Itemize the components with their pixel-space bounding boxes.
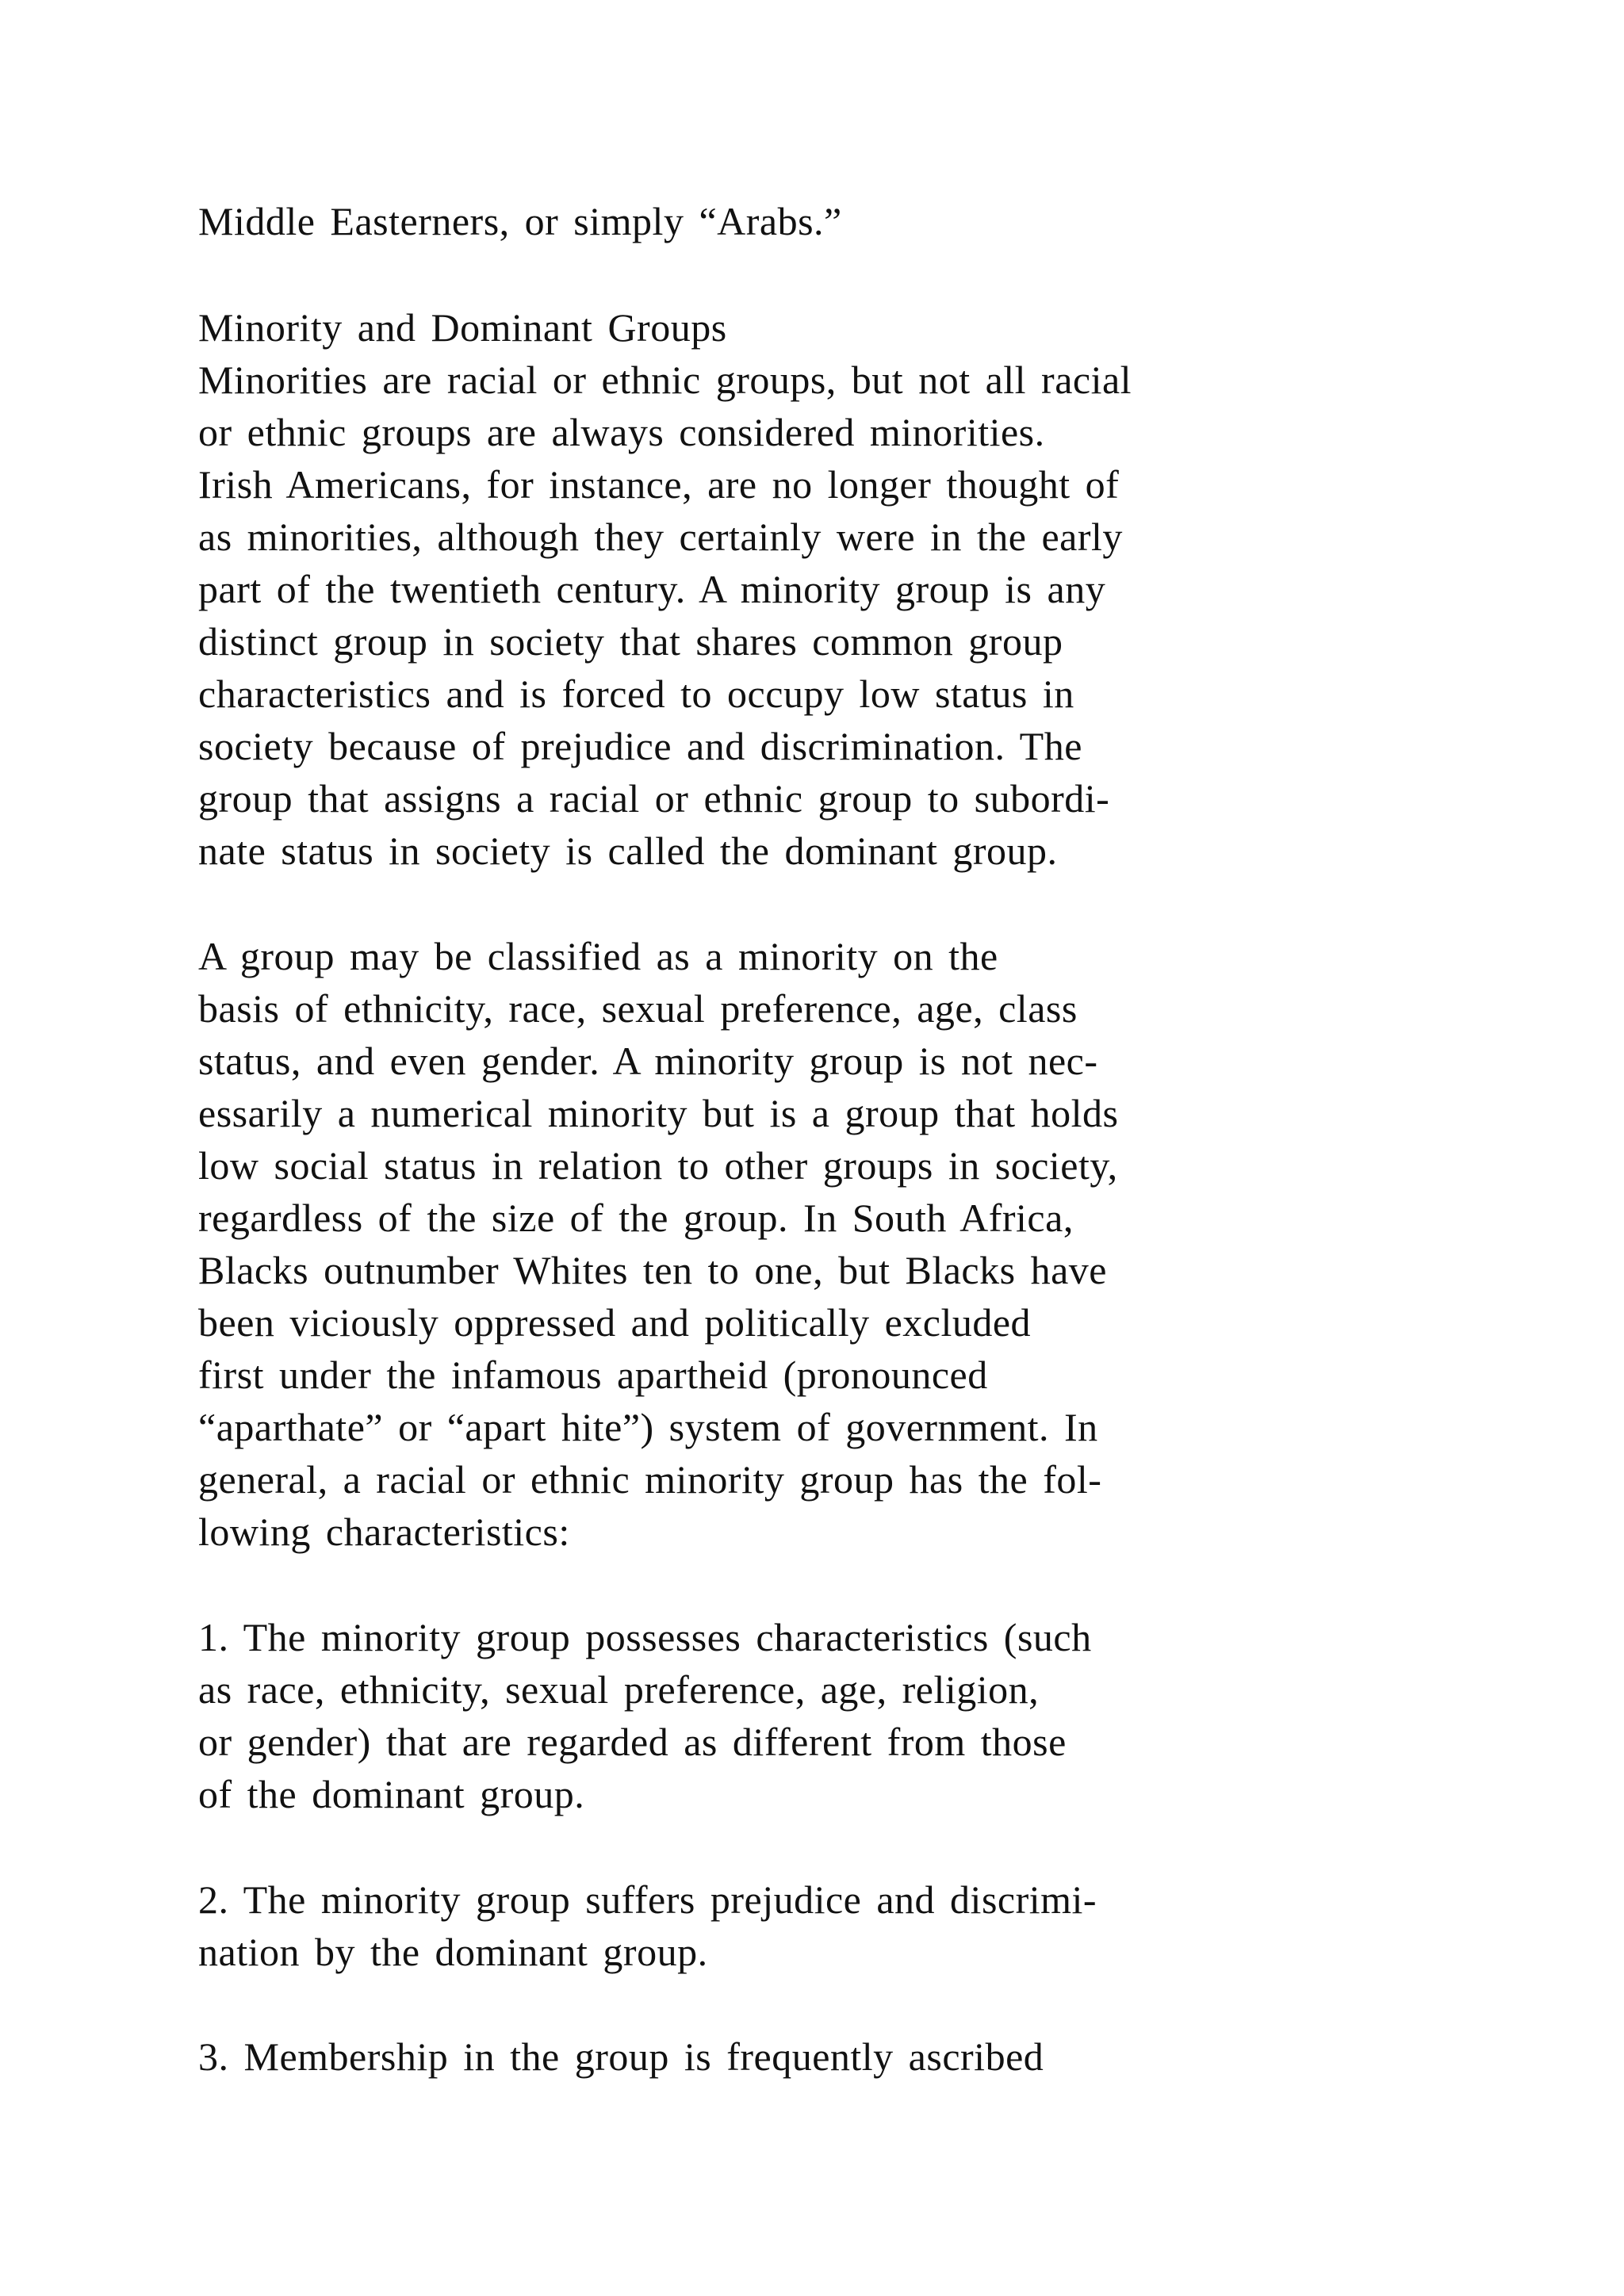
section-heading: Minority and Dominant Groups	[198, 305, 727, 350]
paragraph-1-line-7: characteristics and is forced to occupy low status in	[198, 672, 1074, 716]
list-item-1-line-3: or gender) that are regarded as different from those	[198, 1720, 1067, 1764]
paragraph-1-line-2: or ethnic groups are always considered minorities.	[198, 410, 1045, 454]
list-item-2-line-2: nation by the dominant group.	[198, 1930, 708, 1974]
paragraph-1-line-9: group that assigns a racial or ethnic group to subordi-	[198, 776, 1110, 821]
paragraph-2-line-4: essarily a numerical minority but is a group that holds	[198, 1091, 1119, 1135]
paragraph-2-line-3: status, and even gender. A minority group is not nec-	[198, 1039, 1098, 1083]
paragraph-1-line-8: society because of prejudice and discrimination. The	[198, 724, 1082, 768]
paragraph-2-line-7: Blacks outnumber Whites ten to one, but Blacks have	[198, 1248, 1107, 1292]
paragraph-2-line-10: “aparthate” or “apart hite”) system of government. In	[198, 1405, 1098, 1449]
paragraph-2-line-11: general, a racial or ethnic minority group has the fol-	[198, 1457, 1102, 1502]
paragraph-2-line-12: lowing characteristics:	[198, 1510, 570, 1554]
paragraph-2-line-1: A group may be classified as a minority on the	[198, 934, 998, 978]
list-item-3-line-1: 3. Membership in the group is frequently ascribed	[198, 2034, 1044, 2079]
list-item-1-line-1: 1. The minority group possesses characteristics (such	[198, 1615, 1092, 1659]
list-item-2-line-1: 2. The minority group suffers prejudice and discrimi-	[198, 1877, 1097, 1922]
paragraph-2-line-6: regardless of the size of the group. In South Africa,	[198, 1196, 1074, 1240]
paragraph-1-line-5: part of the twentieth century. A minority group is any	[198, 567, 1106, 611]
paragraph-1-line-4: as minorities, although they certainly were in the early	[198, 515, 1123, 559]
paragraph-2-line-5: low social status in relation to other groups in society,	[198, 1143, 1118, 1188]
paragraph-1-line-3: Irish Americans, for instance, are no longer thought of	[198, 462, 1120, 507]
paragraph-2-line-9: first under the infamous apartheid (pronounced	[198, 1353, 988, 1397]
intro-line: Middle Easterners, or simply “Arabs.”	[198, 199, 842, 243]
list-item-1-line-2: as race, ethnicity, sexual preference, age, religion,	[198, 1667, 1040, 1712]
paragraph-2-line-2: basis of ethnicity, race, sexual preference, age, class	[198, 986, 1078, 1031]
paragraph-1-line-1: Minorities are racial or ethnic groups, but not all racial	[198, 358, 1132, 402]
paragraph-1-line-10: nate status in society is called the dominant group.	[198, 828, 1058, 873]
paragraph-2-line-8: been viciously oppressed and politically excluded	[198, 1300, 1032, 1345]
list-item-1-line-4: of the dominant group.	[198, 1772, 585, 1816]
paragraph-1-line-6: distinct group in society that shares common group	[198, 619, 1063, 664]
